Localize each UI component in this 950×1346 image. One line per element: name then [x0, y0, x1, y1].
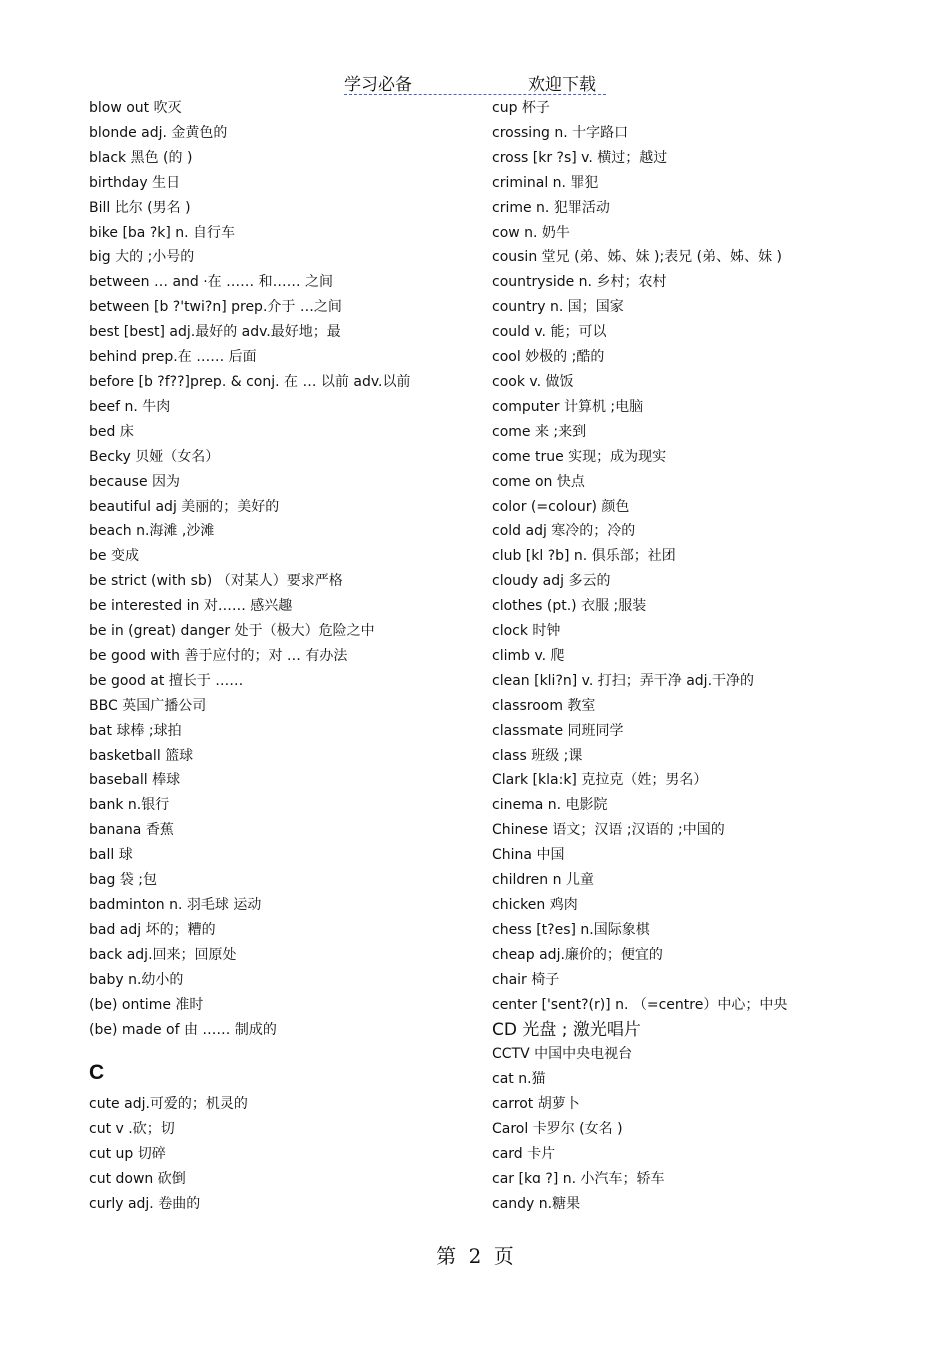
vocab-entry: between [b ?'twi?n] prep.介于 …之间 [89, 299, 342, 316]
vocab-entry: bed 床 [89, 423, 134, 440]
vocab-entry: Chinese 语文；汉语 ;汉语的 ;中国的 [492, 822, 725, 839]
vocab-entry: carrot 胡萝卜 [492, 1096, 580, 1113]
vocab-entry: cinema n. 电影院 [492, 797, 608, 814]
header-right-text: 欢迎下载 [528, 75, 596, 95]
vocab-entry: blonde adj. 金黄色的 [89, 124, 228, 141]
vocab-entry: come true 实现；成为现实 [492, 448, 667, 465]
vocab-entry: bank n.银行 [89, 797, 170, 814]
vocab-entry: chair 椅子 [492, 971, 560, 988]
vocab-entry: bike [ba ?k] n. 自行车 [89, 224, 236, 241]
vocab-entry: baby n.幼小的 [89, 971, 184, 988]
vocab-entry: could v. 能；可以 [492, 324, 607, 341]
vocab-entry: climb v. 爬 [492, 647, 565, 664]
vocab-entry: Bill 比尔 (男名 ) [89, 199, 191, 216]
vocab-entry: cook v. 做饭 [492, 373, 574, 390]
vocab-entry: (be) ontime 准时 [89, 996, 204, 1013]
vocab-entry: cow n. 奶牛 [492, 224, 570, 241]
vocab-entry: be strict (with sb) （对某人）要求严格 [89, 573, 343, 590]
vocab-entry: be 变成 [89, 548, 139, 565]
vocab-entry: computer 计算机 ;电脑 [492, 398, 644, 415]
vocab-entry: birthday 生日 [89, 174, 181, 191]
vocab-entry: back adj.回来；回原处 [89, 946, 237, 963]
section-letter-c: C [89, 1061, 105, 1085]
vocab-entry: Carol 卡罗尔 (女名 ) [492, 1121, 623, 1138]
page-header [344, 70, 606, 95]
vocab-entry: come 来 ;来到 [492, 423, 587, 440]
vocab-entry: candy n.糖果 [492, 1195, 581, 1212]
left-column [89, 96, 509, 1217]
vocab-entry: ball 球 [89, 847, 133, 864]
vocab-entry: bag 袋 ;包 [89, 872, 157, 889]
left-b-entries [89, 96, 509, 1042]
vocab-entry: cheap adj.廉价的；便宜的 [492, 946, 663, 963]
vocab-entry: countryside n. 乡村；农村 [492, 274, 667, 291]
right-column [492, 96, 912, 1217]
vocab-entry: cousin 堂兄 (弟、姊、妹 );表兄 (弟、姊、妹 ) [492, 249, 783, 266]
vocab-entry: color (=colour) 颜色 [492, 498, 630, 515]
vocab-entry: behind prep.在 …… 后面 [89, 349, 257, 366]
vocab-entry: clothes (pt.) 衣服 ;服装 [492, 598, 647, 615]
vocab-entry: cool 妙极的 ;酷的 [492, 349, 605, 366]
header-left-text: 学习必备 [344, 75, 412, 95]
vocab-entry: card 卡片 [492, 1146, 556, 1163]
vocab-entry: be interested in 对…… 感兴趣 [89, 598, 293, 615]
left-c-entries [89, 1092, 509, 1217]
vocab-entry: children n 儿童 [492, 872, 594, 889]
vocab-entry: clock 时钟 [492, 623, 561, 640]
vocab-entry: blow out 吹灭 [89, 100, 182, 116]
vocab-entry: cup 杯子 [492, 100, 550, 116]
vocab-entry: big 大的 ;小号的 [89, 249, 195, 266]
vocab-entry: black 黑色 (的 ) [89, 149, 193, 166]
vocab-entry: bad adj 坏的；糟的 [89, 921, 216, 938]
vocab-entry: cat n.猫 [492, 1071, 546, 1088]
vocab-entry: cut down 砍倒 [89, 1171, 186, 1188]
vocab-entry: club [kl ?b] n. 俱乐部；社团 [492, 548, 676, 565]
vocab-entry: cross [kr ?s] v. 横过；越过 [492, 149, 668, 166]
vocab-entry: chicken 鸡肉 [492, 897, 578, 913]
vocab-entry: be in (great) danger 处于（极大）危险之中 [89, 623, 375, 640]
vocab-entry: CCTV 中国中央电视台 [492, 1046, 633, 1063]
vocab-entry: best [best] adj.最好的 adv.最好地；最 [89, 324, 341, 341]
vocab-entry: crossing n. 十字路口 [492, 124, 629, 141]
vocab-entry: baseball 棒球 [89, 772, 181, 789]
vocab-entry: crime n. 犯罪活动 [492, 199, 610, 216]
vocab-entry: cut up 切碎 [89, 1146, 166, 1163]
vocab-entry: beef n. 牛肉 [89, 398, 171, 415]
vocab-entry: Clark [kla:k] 克拉克（姓；男名） [492, 772, 708, 789]
vocab-entry: cut v .砍；切 [89, 1121, 175, 1138]
vocab-entry: criminal n. 罪犯 [492, 174, 599, 191]
vocab-entry: cold adj 寒冷的；冷的 [492, 523, 636, 540]
vocab-entry: beach n.海滩 ,沙滩 [89, 523, 215, 540]
vocab-entry: beautiful adj 美丽的；美好的 [89, 498, 280, 515]
vocab-entry: Becky 贝娅（女名） [89, 448, 220, 465]
vocab-entry: class 班级 ;课 [492, 747, 583, 764]
vocab-entry: between … and ·在 …… 和…… 之间 [89, 274, 334, 291]
vocab-entry: bat 球棒 ;球拍 [89, 722, 182, 739]
vocab-entry: car [kɑ ?] n. 小汽车；轿车 [492, 1170, 665, 1187]
vocab-entry: before [b ?f??]prep. & conj. 在 … 以前 adv.以前 [89, 373, 411, 390]
vocab-entry: banana 香蕉 [89, 822, 174, 839]
vocab-entry: (be) made of 由 …… 制成的 [89, 1021, 277, 1038]
vocab-entry: basketball 篮球 [89, 747, 194, 764]
vocab-entry: badminton n. 羽毛球 运动 [89, 897, 262, 913]
vocab-entry: be good at 擅长于 …… [89, 672, 244, 689]
vocab-entry: classmate 同班同学 [492, 722, 624, 739]
vocab-entry: be good with 善于应付的；对 … 有办法 [89, 647, 348, 664]
right-entries [492, 96, 912, 1217]
vocab-entry: come on 快点 [492, 473, 585, 490]
page-number: 第 2 页 [436, 1244, 514, 1268]
vocab-entry: country n. 国；国家 [492, 299, 624, 316]
vocab-entry: because 因为 [89, 473, 181, 490]
vocab-entry: cute adj.可爱的；机灵的 [89, 1096, 248, 1113]
vocab-entry: cloudy adj 多云的 [492, 573, 611, 590]
vocab-entry: classroom 教室 [492, 697, 596, 714]
vocab-entry: China 中国 [492, 847, 565, 864]
vocab-entry: curly adj. 卷曲的 [89, 1196, 201, 1213]
vocab-entry: chess [t?es] n.国际象棋 [492, 921, 650, 938]
vocab-entry: BBC 英国广播公司 [89, 697, 207, 714]
vocab-entry: clean [kli?n] v. 打扫；弄干净 adj.干净的 [492, 672, 755, 689]
vocab-entry: CD 光盘 ; 激光唱片 [492, 1019, 641, 1040]
vocab-entry: center ['sent?(r)] n. （=centre）中心；中央 [492, 996, 788, 1013]
